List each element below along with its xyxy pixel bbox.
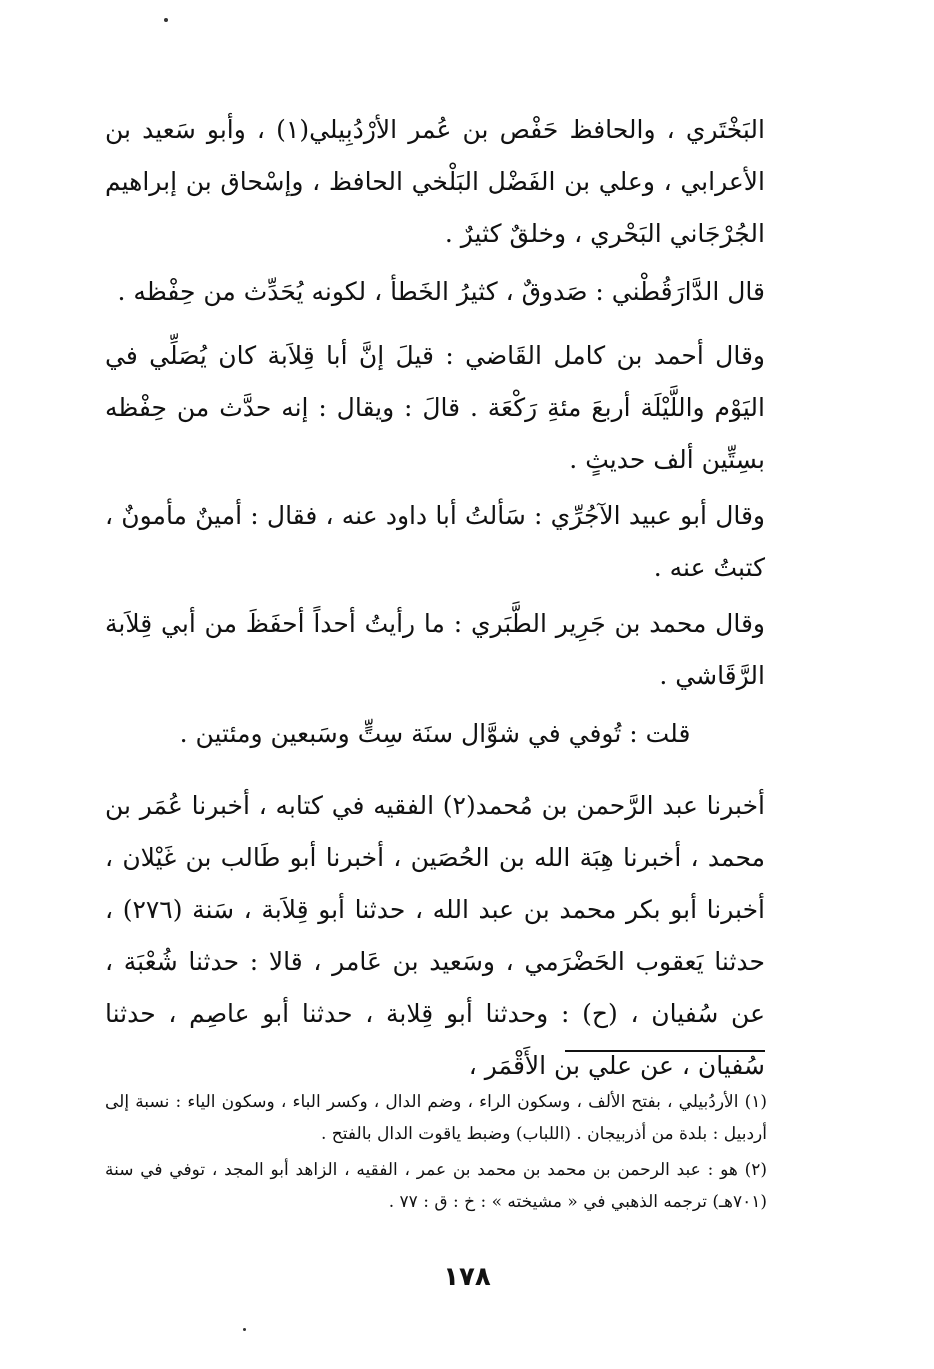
paragraph-ahmad-ibn-kamil: وقال أحمد بن كامل القَاضي : قيلَ إنَّ أبا قِلاَبة كان يُصَلِّي في اليَوْم واللَّيْلَة أربعَ مئةِ رَكْعَة . قالَ : ويقال : إنه حدَّث من حِفْظه بسِتِّين ألف حديثٍ . — [105, 341, 765, 474]
paragraph-isnad: أخبرنا عبد الرَّحمن بن مُحمد(٢) الفقيه في كتابه ، أخبرنا عُمَر بن محمد ، أخبرنا هِبَة الله بن الحُصَين ، أخبرنا أبو طَالب بن غَيْلان ، أخبرنا أبو بكر محمد بن عبد الله ، حدثنا أبو قِلاَبة ، سَنة (٢٧٦) ، حدثنا يَعقوب الحَضْرَمي ، وسَعيد بن عَامر ، قالا : حدثنا شُعْبَة ، عن سُفيان ، (ح) : وحدثنا أبو قِلابة ، حدثنا أبو عاصِم ، حدثنا سُفيان ، عن علي بن الأَقْمَر ، — [105, 791, 765, 1080]
paragraph-death-date: قلت : تُوفي في شوَّال سنَة سِتٍّ وسَبعين ومئتين . — [179, 719, 691, 748]
footnote-2: (٢) هو : عبد الرحمن بن محمد بن محمد بن عمر ، الفقيه ، الزاهد أبو المجد ، توفي في سنة (٧٠١هـ) ترجمه الذهبي في « مشيخته » : خ : ق : ٧٧ . — [105, 1160, 767, 1212]
paragraph-narrators: البَخْتَري ، والحافظ حَفْص بن عُمر الأرْدُبِيلي(١) ، وأبو سَعيد بن الأعرابي ، وعلي بن الفَضْل البَلْخي الحافظ ، وإسْحاق بن إبراهيم الجُرْجَاني البَحْري ، وخلقٌ كثيرٌ . — [105, 115, 765, 248]
footnote-1: (١) الأردُبيلي ، بفتح الألف ، وسكون الراء ، وضم الدال ، وكسر الباء ، وسكون الياء : نسبة إلى أردبيل : بلدة من أذربيجان . (اللباب) وضبط ياقوت الدال بالفتح . — [105, 1092, 767, 1144]
paragraph-tabari: وقال محمد بن جَرِير الطَّبَري : ما رأيتُ أحداً أحفَظَ من أبي قِلاَبة الرَّقَاشي . — [105, 609, 765, 690]
scan-speck — [243, 1328, 246, 1331]
footnote-separator — [565, 1050, 765, 1052]
scan-speck — [164, 18, 168, 22]
paragraph-ajurri: وقال أبو عبيد الآجُرِّي : سَألتُ أبا داود عنه ، فقال : أمينٌ مأمونٌ ، كتبتُ عنه . — [105, 501, 765, 582]
paragraph-daraqutni: قال الدَّارَقُطْني : صَدوقٌ ، كثيرُ الخَطأ ، لكونه يُحَدِّث من حِفْظه . — [117, 277, 765, 306]
page-number: ١٧٨ — [443, 1262, 491, 1292]
